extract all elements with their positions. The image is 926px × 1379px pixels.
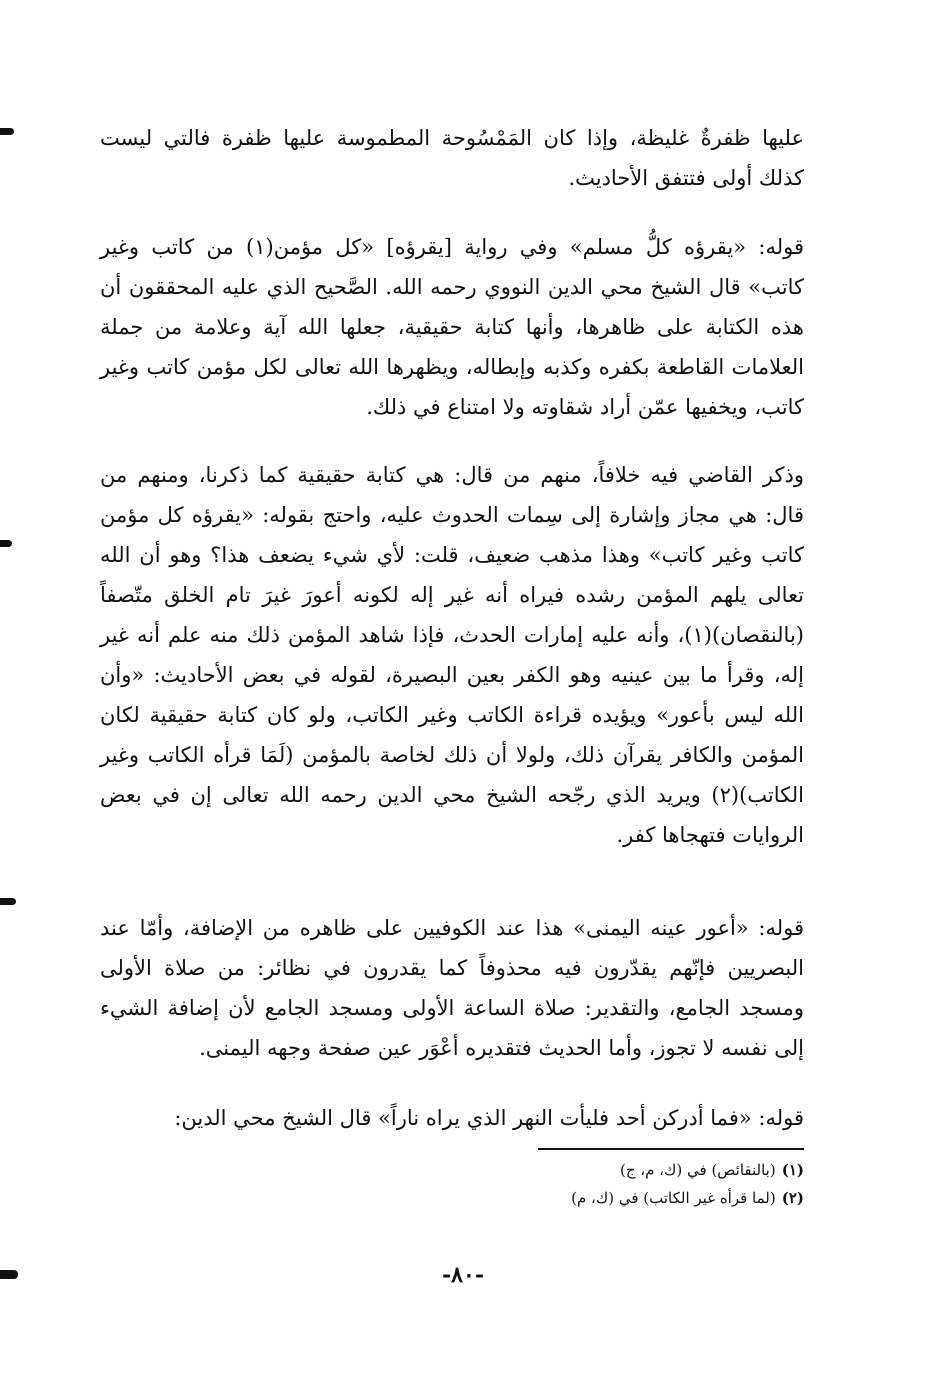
footnote-text: (لما قرأه غير الكاتب) في (ك، م) — [571, 1189, 776, 1207]
footnotes — [420, 1156, 804, 1212]
footnote-number: (٢) — [781, 1189, 804, 1207]
footnote — [420, 1156, 804, 1184]
footnote — [420, 1184, 804, 1212]
footnote-separator — [538, 1148, 804, 1150]
paragraph: وذكر القاضي فيه خلافاً، منهم من قال: هي كتابة حقيقية كما ذكرنا، ومنهم من قال: هي مجاز وإشارة إلى سِمات الحدوث عليه، واحتج بقوله: «يقرؤه كل مؤمن كاتب وغير كاتب» وهذا مذهب ضعيف، قلت: لأي شيء يضعف هذا؟ وهو أن الله تعالى يلهم المؤمن رشده فيراه أنه غير إله لكونه أعورَ غيرَ تام الخلق متّصفاً (بالنقصان)(١)، وأنه عليه إمارات الحدث، فإذا شاهد المؤمن ذلك منه علم أنه غير إله، وقرأ ما بين عينيه وهو الكفر بعين البصيرة، لقوله في بعض الأحاديث: «وأن الله ليس بأعور» ويؤيده قراءة الكاتب وغير الكاتب، ولو كان كتابة حقيقية لكان المؤمن والكافر يقرآن ذلك، ولولا أن ذلك لخاصة بالمؤمن (لَمَا قرأه الكاتب وغير الكاتب)(٢) ويريد الذي رجّحه الشيخ محي الدين رحمه الله تعالى إن في بعض الروايات فتهجاها كفر. — [100, 463, 804, 847]
paragraph: قوله: «أعور عينه اليمنى» هذا عند الكوفيين على ظاهره من الإضافة، وأمّا عند البصريين فإنّهم يقدّرون فيه محذوفاً كما يقدرون في نظائر: من صلاة الأولى ومسجد الجامع، والتقدير: صلاة الساعة الأولى ومسجد الجامع لأن إضافة الشيء إلى نفسه لا تجوز، وأما الحديث فتقديره أعْوَر عين صفحة وجهه اليمنى. — [100, 916, 804, 1060]
footnote-text: (بالنقائص) في (ك، م، ج) — [619, 1161, 776, 1179]
page-number: -٨٠- — [442, 1262, 484, 1288]
paragraph: عليها ظفرةٌ غليظة، وإذا كان المَمْسُوحة المطموسة عليها ظفرة فالتي ليست كذلك أولى فتتفق الأحاديث. — [100, 126, 804, 190]
scan-edge-mark — [0, 898, 16, 905]
paragraph: قوله: «فما أدركن أحد فليأت النهر الذي يراه ناراً» قال الشيخ محي الدين: — [174, 1106, 804, 1130]
scan-edge-mark — [0, 540, 12, 547]
paragraph: قوله: «يقرؤه كلُّ مسلم» وفي رواية [يقرؤه] «كل مؤمن(١) من كاتب وغير كاتب» قال الشيخ محي الدين النووي رحمه الله. الصَّحيح الذي عليه المحققون أن هذه الكتابة على ظاهرها، وأنها كتابة حقيقية، جعلها الله آية وعلامة من جملة العلامات القاطعة بكفره وكذبه وإبطاله، ويظهرها الله تعالى لكل مؤمن كاتب وغير كاتب، ويخفيها عمّن أراد شقاوته ولا امتناع في ذلك. — [100, 235, 804, 419]
scan-edge-mark — [0, 128, 14, 135]
footnote-number: (١) — [781, 1161, 804, 1179]
